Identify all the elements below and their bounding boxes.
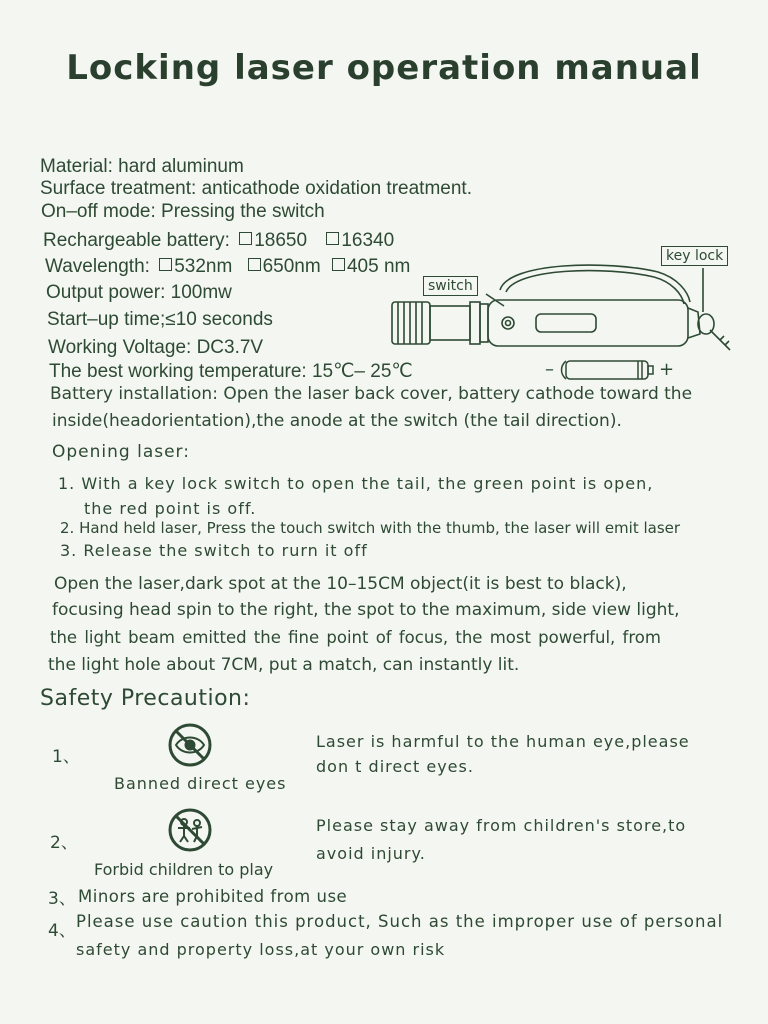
- battery-plus: +: [659, 359, 675, 380]
- focus-line4: the light hole about 7CM, put a match, can instantly lit.: [48, 655, 520, 675]
- switch-label: switch: [423, 276, 478, 296]
- safety-item4-number: 4、: [48, 921, 76, 941]
- spec-power: Output power: 100mw: [46, 282, 232, 303]
- spec-battery: [43, 230, 394, 252]
- battery-install-line1: Battery installation: Open the laser back cover, battery cathode toward the: [50, 384, 693, 404]
- laser-diagram-icon: [388, 262, 738, 347]
- battery-option-16340: 16340: [341, 230, 395, 251]
- opening-step1-cont: the red point is off.: [84, 499, 257, 518]
- checkbox-icon: [159, 258, 172, 271]
- battery-option-18650: 18650: [254, 230, 308, 251]
- safety-item1-number: 1、: [52, 747, 80, 767]
- wave-option-650: 650nm: [262, 256, 321, 277]
- battery-label: Rechargeable battery:: [43, 230, 230, 251]
- focus-line1: Open the laser,dark spot at the 10–15CM object(it is best to black),: [54, 574, 627, 594]
- safety-heading: Safety Precaution:: [40, 686, 251, 711]
- safety-item2-caption: Forbid children to play: [94, 860, 274, 879]
- opening-step2: 2. Hand held laser, Press the touch switch with the thumb, the laser will emit laser: [60, 519, 681, 537]
- spec-voltage: Working Voltage: DC3.7V: [48, 337, 264, 358]
- opening-step1: 1. With a key lock switch to open the tail, the green point is open,: [58, 474, 654, 493]
- safety-item1-caption: Banned direct eyes: [114, 774, 287, 793]
- key-lock-label: key lock: [661, 246, 728, 266]
- spec-material: Material: hard aluminum: [40, 156, 244, 177]
- focus-line2: focusing head spin to the right, the spot to the maximum, side view light,: [52, 600, 680, 620]
- battery-minus: –: [545, 359, 554, 380]
- safety-item3-number: 3、: [48, 889, 76, 909]
- spec-onoff: On–off mode: Pressing the switch: [41, 201, 325, 222]
- safety-item3-text: Minors are prohibited from use: [78, 887, 348, 906]
- safety-item2-text: Please stay away from children's store,to: [316, 816, 687, 835]
- checkbox-icon: [239, 232, 252, 245]
- wave-option-405: 405 nm: [346, 256, 411, 277]
- spec-temperature: The best working temperature: 15℃– 25℃: [49, 361, 413, 382]
- battery-icon: [562, 358, 658, 382]
- no-children-icon: [164, 806, 216, 854]
- battery-install-line2: inside(headorientation),the anode at the switch (the tail direction).: [52, 411, 622, 431]
- safety-item4-text-cont: safety and property loss,at your own risk: [76, 940, 446, 959]
- checkbox-icon: [248, 258, 261, 271]
- checkbox-icon: [326, 232, 339, 245]
- spec-wavelength: [45, 256, 410, 278]
- page-title: Locking laser operation manual: [66, 48, 702, 88]
- wave-option-532: 532nm: [174, 256, 233, 277]
- wavelength-label: Wavelength:: [45, 256, 150, 277]
- safety-item2-number: 2、: [50, 833, 78, 853]
- checkbox-icon: [332, 258, 345, 271]
- safety-item2-text-cont: avoid injury.: [316, 844, 426, 863]
- opening-heading: Opening laser:: [52, 442, 190, 462]
- spec-startup: Start–up time;≤10 seconds: [47, 309, 273, 330]
- safety-item4-text: Please use caution this product, Such as the improper use of personal: [76, 912, 724, 931]
- no-eye-icon: [164, 721, 216, 769]
- focus-line3: the light beam emitted the fine point of focus, the most powerful, from: [50, 628, 661, 647]
- opening-step3: 3. Release the switch to rurn it off: [60, 541, 368, 560]
- spec-surface: Surface treatment: anticathode oxidation treatment.: [40, 178, 472, 199]
- safety-item1-text: Laser is harmful to the human eye,please: [316, 732, 690, 751]
- safety-item1-text-cont: don t direct eyes.: [316, 757, 474, 776]
